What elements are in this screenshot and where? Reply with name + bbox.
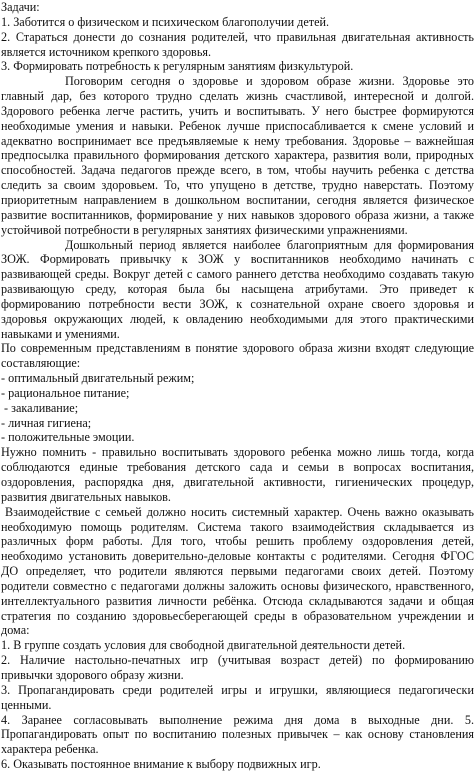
task-line-1: 1. Заботится о физическом и психическом благополучии детей.	[1, 14, 330, 29]
strategy-item-1: 1. В группе создать условия для свободной двигательной деятельности детей.	[1, 638, 406, 653]
paragraph-components-intro: По современным представлениям в понятие здорового образа жизни входят следующие составляющие:	[1, 341, 474, 371]
task-line-3: 3. Формировать потребность к регулярным занятиям физкультурой.	[1, 59, 354, 74]
paragraph-remember: Нужно помнить - правильно воспитывать здорового ребенка можно лишь тогда, когда соблюдаются единые требования детского сада и семьи в вопросах воспитания, оздоровления, распорядка дня, двигательной активности, гигиенических процедур, развития двигательных навыков.	[1, 445, 474, 504]
tasks-heading: Задачи:	[1, 0, 40, 14]
list-item: - рациональное питание;	[1, 385, 130, 400]
list-item: - положительные эмоции.	[1, 430, 135, 445]
strategy-item-4-5: 4. Заранее согласовывать выполнение режима дня дома в выходные дни. 5. Пропагандировать опыт по воспитанию полезных привычек – как основу становления характера ребенка.	[1, 712, 474, 757]
strategy-item-3: 3. Пропагандировать среди родителей игры и игрушки, являющиеся педагогически ценными.	[1, 682, 474, 712]
list-item: - оптимальный двигательный режим;	[1, 371, 195, 386]
list-item: - закаливание;	[1, 400, 79, 415]
strategy-item-2: 2. Наличие настольно-печатных игр (учитывая возраст детей) по формированию привычки здорового образу жизни.	[1, 653, 474, 682]
task-line-2: 2. Стараться донести до сознания родителей, что правильная двигательная активность является источником крепкого здоровья.	[1, 29, 474, 59]
list-item: - личная гигиена;	[1, 415, 92, 430]
strategy-item-6: 6. Оказывать постоянное внимание к выбору подвижных игр.	[1, 757, 321, 772]
paragraph-preschool-period: Дошкольный период является наиболее благоприятным для формирования ЗОЖ. Формировать привычку к ЗОЖ у воспитанников необходимо начинать с развивающей среды. Вокруг детей с самого раннего детства необходимо создавать такую развивающую среду, которая была бы насыщена атрибутами. Это приведет к формированию потребности вести ЗОЖ, к сознательной охране своего здоровья и здоровья окружающих людей, к овладению необходимыми для этого практическими навыками и умениями.	[1, 237, 474, 341]
paragraph-health-intro: Поговорим сегодня о здоровье и здоровом образе жизни. Здоровье это главный дар, без которого трудно сделать жизнь счастливой, интересной и долгой. Здорового ребенка легче растить, учить и воспитывать. У него быстрее формируются необходимые умения и навыки. Ребенок лучше приспосабливается к смене условий и адекватно воспринимает все предъявляемые к нему требования. Здоровье – важнейшая предпосылка правильного формирования детского характера, развития воли, природных способностей. Задача педагогов прежде всего, в том, чтобы научить ребенка с детства следить за своим здоровьем. То, что упущено в детстве, трудно наверстать. Поэтому приоритетным направлением в дошкольном воспитании, сегодня является физическое развитие воспитанников, формирование у них навыков здорового образа жизни, а также устойчивой потребности в регулярных занятиях физическими упражнениями.	[1, 74, 474, 237]
paragraph-family-interaction: Взаимодействие с семьей должно носить системный характер. Очень важно оказывать необходимую помощь родителям. Система такого взаимодействия складывается из различных форм работы. Для того, чтобы решить проблему оздоровления детей, необходимо установить доверительно-деловые контакты с родителями. Сегодня ФГОС ДО определяет, что родители являются первыми педагогами своих детей. Поэтому родители совместно с педагогами должны заложить основы физического, нравственного, интеллектуального развития личности ребёнка. Отсюда складываются задачи и общая стратегия по созданию здоровьесберегающей среды в образовательном учреждении и дома:	[1, 504, 474, 638]
